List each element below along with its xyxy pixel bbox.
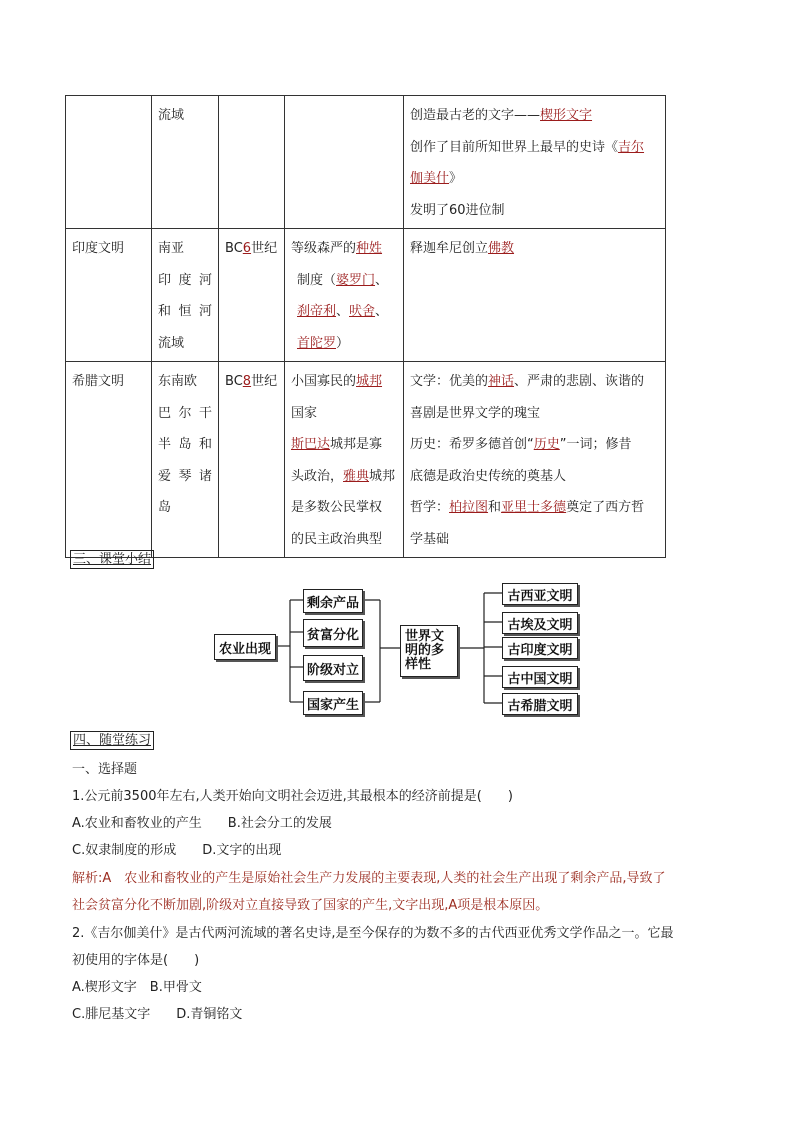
time-text: [225, 233, 278, 265]
keyword: 楔形文字: [540, 108, 593, 123]
system-line: 的民主政治典型: [291, 531, 383, 547]
achievement-cell: [404, 362, 666, 558]
text: 创造最古老的文字——: [410, 108, 541, 123]
achievement-line: 发明了60进位制: [410, 202, 505, 218]
diagram-civilization-node: 古中国文明: [502, 666, 578, 688]
diagram-center-node: 世界文明的多样性: [400, 625, 458, 677]
region-line: 印度河: [158, 272, 212, 288]
system-line: [291, 265, 397, 297]
achievement-line: [410, 163, 659, 195]
time-cell: [219, 96, 285, 229]
text: 、: [375, 304, 389, 319]
achievement-line: 学基础: [410, 531, 450, 547]
text: 世纪: [251, 241, 278, 256]
region-line: 流域: [158, 335, 185, 351]
diagram-civilization-node: 古印度文明: [502, 637, 578, 659]
keyword: 斯巴达: [291, 437, 331, 452]
achievement-line: [410, 492, 659, 524]
region-cell: [152, 362, 219, 558]
system-cell: [285, 229, 404, 362]
text: 和: [488, 500, 502, 515]
text: 释迦牟尼创立: [410, 241, 489, 256]
text: 制度（: [297, 272, 337, 288]
achievement-cell: [404, 229, 666, 362]
keyword: 亚里士多德: [501, 500, 567, 515]
text: 、: [375, 272, 389, 288]
question-2-cont: 初使用的字体是( ): [72, 953, 200, 968]
region-line: 岛: [158, 500, 172, 515]
question-2-options-cd: C.腓尼基文字 D.青铜铭文: [72, 1007, 243, 1022]
text: 城邦是寡: [330, 437, 383, 452]
diagram-civilization-node: 古西亚文明: [502, 583, 578, 605]
table-row: [66, 96, 666, 229]
time-cell: [219, 362, 285, 558]
achievement-line: [410, 366, 659, 398]
achievement-cell: [404, 96, 666, 229]
question-2: 2.《吉尔伽美什》是古代两河流域的著名史诗,是至今保存的为数不多的古代西亚优秀文学作品之一。它最: [72, 926, 674, 941]
region-cell: [152, 229, 219, 362]
diagram-middle-node: 国家产生: [303, 691, 363, 715]
civilization-name: 希腊文明: [72, 374, 125, 389]
time-cell: [219, 229, 285, 362]
question-1-options-ab: A.农业和畜牧业的产生 B.社会分工的发展: [72, 816, 332, 831]
question-2-options-ab: A.楔形文字 B.甲骨文: [72, 980, 202, 995]
system-line: [291, 429, 397, 461]
achievement-line: [410, 100, 659, 132]
region-line: 巴尔干: [158, 405, 212, 421]
text: 头政治，: [291, 468, 344, 484]
text: 世纪: [251, 374, 278, 389]
diagram-civilization-node: 古希腊文明: [502, 693, 578, 715]
text: ”一词；修昔: [559, 437, 632, 452]
name-cell: [66, 362, 152, 558]
keyword: 8: [242, 374, 252, 389]
system-cell: [285, 96, 404, 229]
text: 历史：希罗多德首创“: [410, 437, 534, 452]
question-1: 1.公元前3500年左右,人类开始向文明社会迈进,其最根本的经济前提是( ): [72, 789, 513, 804]
text: BC: [225, 241, 243, 256]
region-line: 爱琴诸: [158, 468, 212, 484]
text: 奠定了西方哲: [566, 500, 645, 515]
keyword: 城邦: [356, 374, 383, 389]
system-line: [291, 296, 397, 328]
region-line: 和恒河: [158, 304, 212, 319]
text: 哲学：: [410, 500, 450, 515]
system-line: 是多数公民掌权: [291, 500, 383, 515]
question-1-analysis-cont: 社会贫富分化不断加剧,阶级对立直接导致了国家的产生,文字出现,A项是根本原因。: [72, 898, 549, 913]
name-cell: [66, 229, 152, 362]
keyword: 吠舍: [349, 304, 376, 319]
table-row: [66, 229, 666, 362]
achievement-line: 喜剧是世界文学的瑰宝: [410, 405, 541, 421]
exercise-heading: 一、选择题: [72, 762, 138, 777]
section-heading-summary: 三、课堂小结: [70, 550, 154, 569]
achievement-line: [410, 132, 659, 164]
region-line: 东南欧: [158, 374, 198, 389]
keyword: 雅典: [343, 468, 370, 484]
diagram-middle-node: 阶级对立: [303, 655, 363, 681]
system-line: [291, 328, 397, 360]
system-line: [291, 233, 397, 265]
keyword: 伽美什: [410, 171, 450, 186]
diagram-middle-node: 剩余产品: [303, 589, 363, 613]
keyword: 神话: [488, 374, 515, 389]
keyword: 首陀罗: [297, 335, 337, 351]
achievement-line: [410, 429, 659, 461]
keyword: 刹帝利: [297, 304, 337, 319]
region-line: 半岛和: [158, 437, 212, 452]
question-1-options-cd: C.奴隶制度的形成 D.文字的出现: [72, 843, 282, 858]
table-row: [66, 362, 666, 558]
system-cell: [285, 362, 404, 558]
keyword: 吉尔: [618, 139, 645, 155]
text: BC: [225, 374, 243, 389]
text: ）: [336, 335, 350, 351]
keyword: 种姓: [356, 241, 383, 256]
text: 创作了目前所知世界上最早的史诗《: [410, 139, 619, 155]
time-text: [225, 366, 278, 398]
keyword: 历史: [533, 437, 560, 452]
text: 、严肃的悲剧、诙谐的: [514, 374, 645, 389]
region-text: 流域: [158, 108, 185, 123]
achievement-line: [410, 233, 659, 265]
system-line: [291, 461, 397, 493]
system-line: 国家: [291, 405, 318, 421]
question-1-analysis: 解析:A 农业和畜牧业的产生是原始社会生产力发展的主要表现,人类的社会生产出现了剩余产品,导致了: [72, 871, 666, 886]
keyword: 6: [242, 241, 252, 256]
name-cell: [66, 96, 152, 229]
text: 》: [449, 171, 463, 186]
text: 文学：优美的: [410, 374, 489, 389]
section-heading-practice: 四、随堂练习: [70, 731, 154, 750]
achievement-line: 底德是政治史传统的奠基人: [410, 468, 567, 484]
text: 城邦: [369, 468, 396, 484]
diagram-middle-node: 贫富分化: [303, 619, 363, 647]
text: 小国寡民的: [291, 374, 357, 389]
region-cell: [152, 96, 219, 229]
system-line: [291, 366, 397, 398]
keyword: 柏拉图: [449, 500, 489, 515]
keyword: 佛教: [488, 241, 515, 256]
text: 、: [336, 304, 350, 319]
civilization-table: [65, 95, 666, 558]
keyword: 婆罗门: [336, 272, 376, 288]
text: 等级森严的: [291, 241, 357, 256]
civilization-name: 印度文明: [72, 241, 125, 256]
diagram-civilization-node: 古埃及文明: [502, 612, 578, 634]
region-line: 南亚: [158, 241, 185, 256]
diagram-root-node: 农业出现: [214, 634, 276, 660]
